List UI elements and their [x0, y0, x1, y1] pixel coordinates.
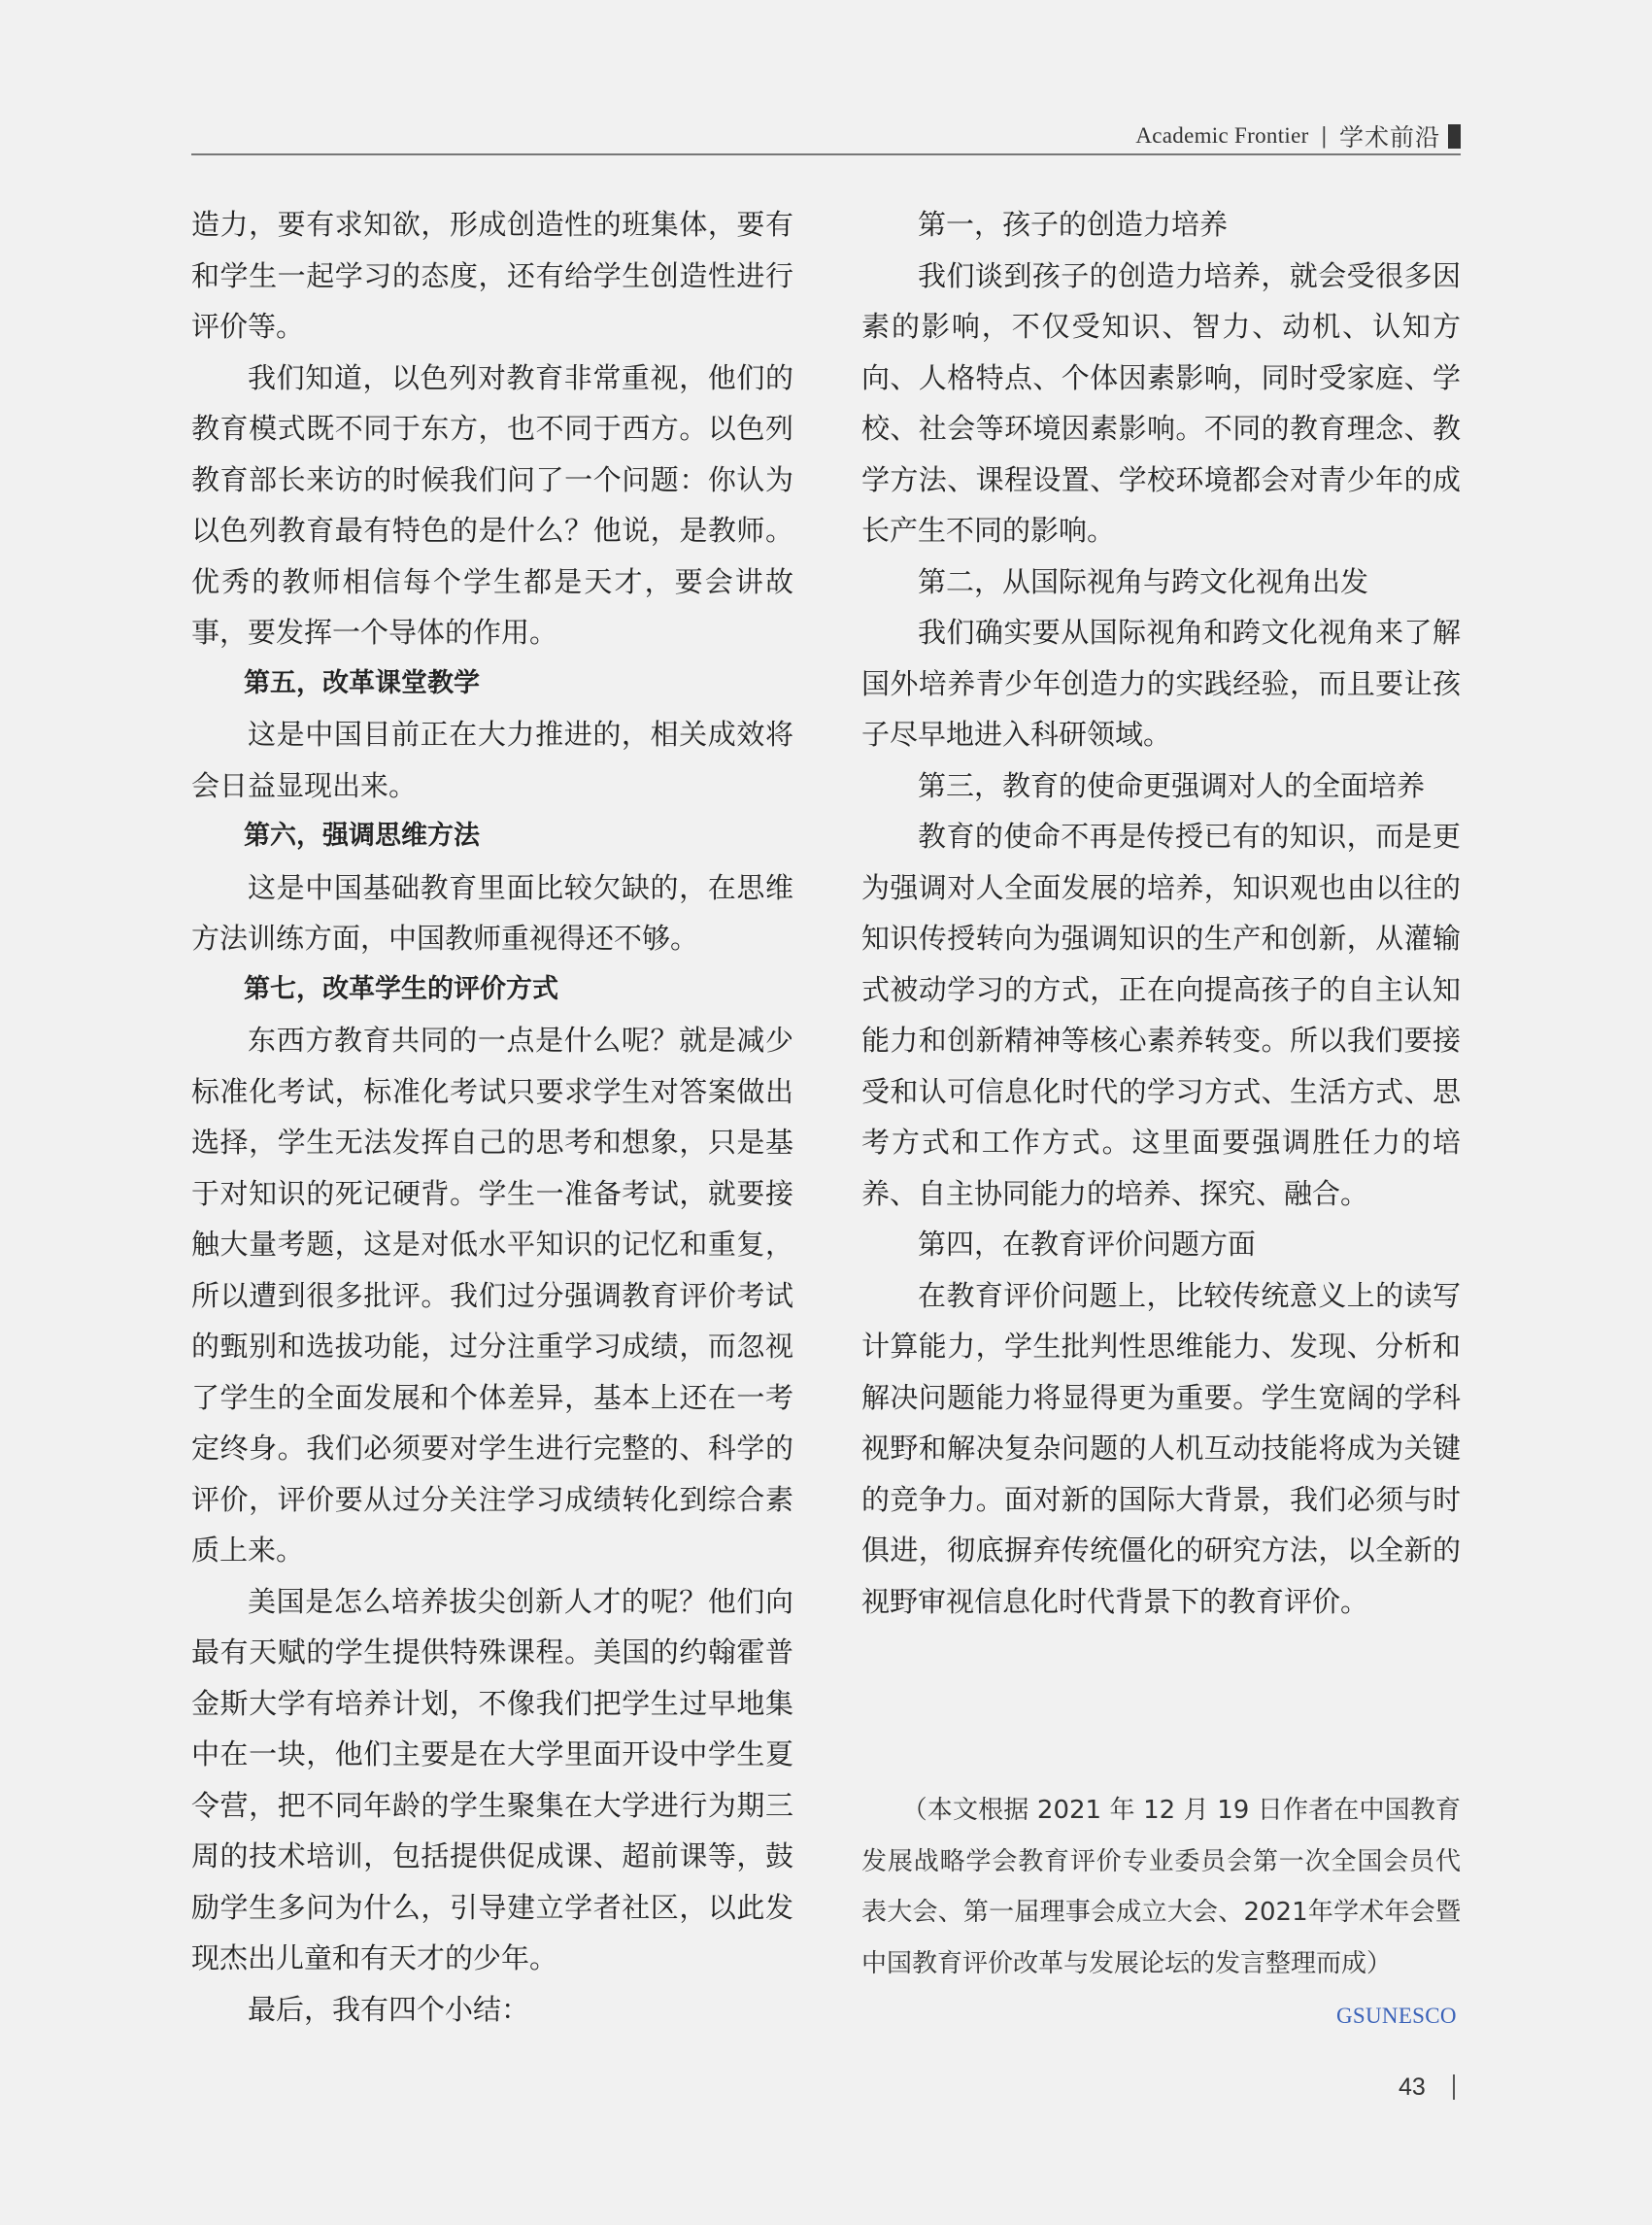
- paragraph: 我们谈到孩子的创造力培养，就会受很多因素的影响，不仅受知识、智力、动机、认知方向、人格特点、个体因素影响，同时受家庭、学校、社会等环境因素影响。不同的教育理念、教学方法、课程设置、学校环境都会对青少年的成长产生不同的影响。: [861, 258, 1461, 547]
- section-heading: 第五，改革课堂教学: [244, 667, 480, 698]
- running-header: [191, 115, 1461, 155]
- brand-mark: GSUNESCO: [1336, 2004, 1457, 2028]
- paragraph: 造力，要有求知欲，形成创造性的班集体，要有和学生一起学习的态度，还有给学生创造性进行评价等。: [191, 208, 793, 343]
- left-column: [191, 199, 793, 2035]
- right-column: [861, 199, 1461, 1627]
- paragraph: 美国是怎么培养拔尖创新人才的呢？他们向最有天赋的学生提供特殊课程。美国的约翰霍普金斯大学有培养计划，不像我们把学生过早地集中在一块，他们主要是在大学里面开设中学生夏令营，把不同年龄的学生聚集在大学进行为期三周的技术培训，包括提供促成课、超前课等，鼓励学生多问为什么，引导建立学者社区，以此发现杰出儿童和有天才的少年。: [191, 1584, 793, 1974]
- summary-heading: 第一，孩子的创造力培养: [918, 208, 1229, 241]
- paragraph: 我们确实要从国际视角和跨文化视角来了解国外培养青少年创造力的实践经验，而且要让孩子尽早地进入科研领域。: [861, 616, 1461, 751]
- paragraph: 教育的使命不再是传授已有的知识，而是更为强调对人全面发展的培养，知识观也由以往的知识传授转向为强调知识的生产和创新，从灌输式被动学习的方式，正在向提高孩子的自主认知能力和创新精神等核心素养转变。所以我们要接受和认可信息化时代的学习方式、生活方式、思考方式和工作方式。这里面要强调胜任力的培养、自主协同能力的培养、探究、融合。: [861, 820, 1461, 1210]
- header-separator: |: [1320, 123, 1328, 149]
- source-note: （本文根据 2021 年 12 月 19 日作者在中国教育发展战略学会教育评价专业委员会第一次全国会员代表大会、第一届理事会成立大会、2021年学术年会暨中国教育评价改革与发展论坛的发言整理而成）: [861, 1796, 1461, 1978]
- section-heading: 第六，强调思维方法: [244, 821, 480, 851]
- paragraph: 最后，我有四个小结：: [248, 1992, 530, 2026]
- paragraph: 这是中国基础教育里面比较欠缺的，在思维方法训练方面，中国教师重视得还不够。: [191, 870, 793, 955]
- paragraph: 在教育评价问题上，比较传统意义上的读写计算能力，学生批判性思维能力、发现、分析和解决问题能力将显得更为重要。学生宽阔的学科视野和解决复杂问题的人机互动技能将成为关键的竞争力。面对新的国际大背景，我们必须与时俱进，彻底摒弃传统僵化的研究方法，以全新的视野审视信息化时代背景下的教育评价。: [861, 1278, 1461, 1618]
- paragraph: 这是中国目前正在大力推进的，相关成效将会日益显现出来。: [191, 718, 793, 802]
- paragraph: 我们知道，以色列对教育非常重视，他们的教育模式既不同于东方，也不同于西方。以色列教育部长来访的时候我们问了一个问题：你认为以色列教育最有特色的是什么？他说，是教师。优秀的教师相信每个学生都是天才，要会讲故事，要发挥一个导体的作用。: [191, 360, 793, 649]
- paragraph: 东西方教育共同的一点是什么呢？就是减少标准化考试，标准化考试只要求学生对答案做出选择，学生无法发挥自己的思考和想象，只是基于对知识的死记硬背。学生一准备考试，就要接触大量考题，这是对低水平知识的记忆和重复，所以遭到很多批评。我们过分强调教育评价考试的甄别和选拔功能，过分注重学习成绩，而忽视了学生的全面发展和个体差异，基本上还在一考定终身。我们必须要对学生进行完整的、科学的评价，评价要从过分关注学习成绩转化到综合素质上来。: [191, 1024, 793, 1567]
- page-number-bar: [1453, 2074, 1455, 2100]
- page-number: 43: [1399, 2073, 1426, 2101]
- header-block-mark: [1448, 124, 1461, 149]
- header-english-title: Academic Frontier: [1135, 123, 1309, 148]
- header-chinese-title: 学术前沿: [1338, 123, 1440, 152]
- header-title-group: [1135, 118, 1461, 153]
- summary-heading: 第二，从国际视角与跨文化视角出发: [918, 564, 1369, 598]
- summary-heading: 第三，教育的使命更强调对人的全面培养: [918, 768, 1426, 802]
- summary-heading: 第四，在教育评价问题方面: [918, 1228, 1257, 1261]
- section-heading: 第七，改革学生的评价方式: [244, 973, 558, 1004]
